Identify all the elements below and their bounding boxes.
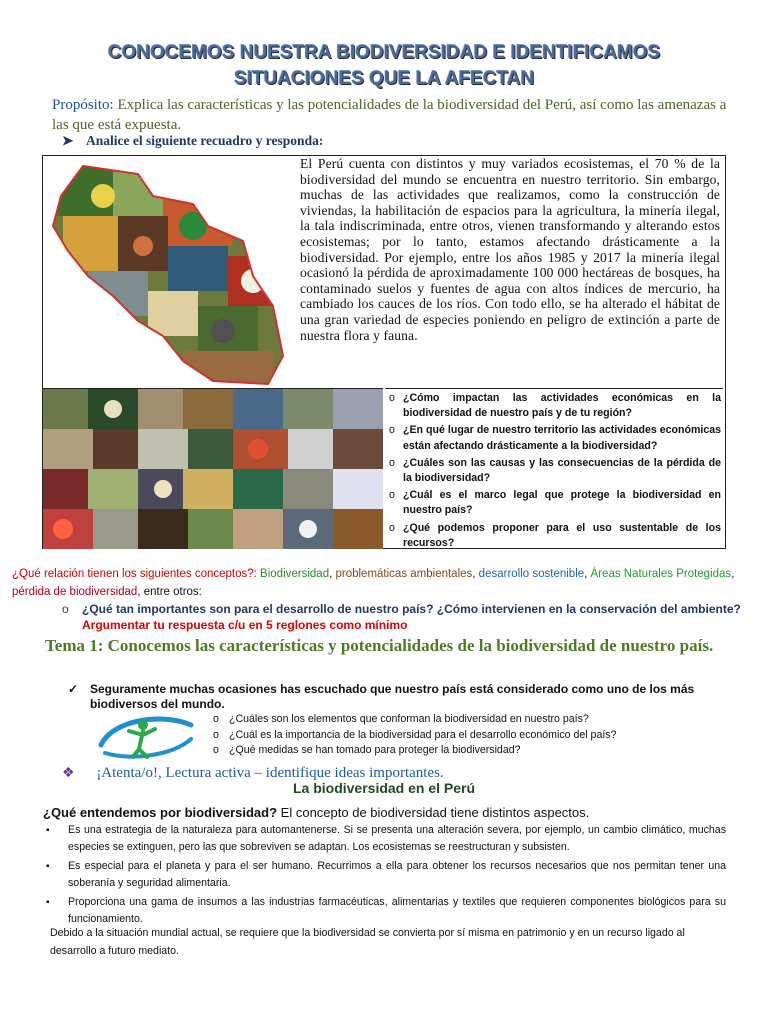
figure-question: o ¿Cuál es el marco legal que protege la biodiversidad en nuestro país? [389, 488, 721, 518]
concepts-tail: entre otros: [143, 586, 202, 598]
definition-question: ¿Qué entendemos por biodiversidad? [43, 805, 278, 820]
reading-title: La biodiversidad en el Perú [292, 780, 476, 796]
concept-areas: Áreas Naturales Protegidas [590, 568, 732, 580]
figure-question: o ¿Qué podemos proponer para el uso sustentable de los recursos? [389, 521, 721, 551]
tema-heading: Tema 1: Conocemos las características y potencialidades de la biodiversidad de nuestro país. [45, 636, 714, 655]
instruction-line [62, 133, 323, 149]
definition-answer: El concepto de biodiversidad tiene distintos aspectos. [280, 805, 590, 820]
title-line-1: CONOCEMOS NUESTRA BIODIVERSIDAD E IDENTIFICAMOS [107, 42, 661, 63]
subquestion-item: o ¿Qué medidas se han tomado para proteger la biodiversidad? [213, 743, 733, 759]
biodiversity-subquestions [213, 712, 733, 759]
concept-problematicas: problemáticas ambientales [335, 568, 473, 580]
check-statement [68, 682, 728, 712]
figure-question: o ¿Cuáles son las causas y las consecuencias de la pérdida de la biodiversidad? [389, 456, 721, 486]
purpose-label: Propósito: [52, 97, 114, 113]
biodiversity-figure [42, 155, 726, 549]
subquestion-item: o ¿Cuáles son los elementos que conforman la biodiversidad en nuestro país? [213, 712, 733, 728]
importance-note: Argumentar tu respuesta c/u en 5 reglones como mínimo [82, 618, 408, 632]
check-icon: ✓ [68, 682, 79, 696]
info-paragraph: El Perú cuenta con distintos y muy variados ecosistemas, el 70 % de la biodiversidad del mundo se encuentra en nuestro territorio. Sin embargo, muchas de las actividades que realizamos, como la construcción de viviendas, la habilitación de espacios para la agricultura, la minería ilegal, la tala indiscriminada, entre otros, vienen transformando y alterando estos ecosistemas; por lo tanto, estamos afectando drásticamente a la biodiversidad. Por ejemplo, entre los años 1985 y 2017 la minería ilegal ocasionó la pérdida de aproximadamente 100 000 hectáreas de bosques, ha contaminado suelos y fuentes de agua con altos índices de mercurio, ha cambiado los cauces de los ríos. Con todo ello, se ha alterado el hábitat de una gran variedad de especies poniendo en peligro de extinción a parte de nuestra flora y fauna. [300, 156, 720, 343]
concept-perdida: pérdida de biodiversidad [12, 586, 138, 598]
instruction-text: Analice el siguiente recuadro y responda: [85, 133, 324, 148]
biodiversity-logo [93, 711, 198, 763]
wildlife-photo-collage [43, 388, 383, 549]
importance-question [62, 601, 762, 633]
figure-question: o ¿Cómo impactan las actividades económicas en la biodiversidad de nuestro país y de tu región? [389, 391, 721, 421]
importance-text: ¿Qué tan importantes son para el desarrollo de nuestro país? ¿Cómo intervienen en la conservación del ambiente? [82, 602, 741, 616]
arrow-bullet-icon: ➤ [62, 133, 74, 148]
purpose-text: Explica las características y las potencialidades de la biodiversidad del Perú, así como las amenazas a las que está expuesta. [52, 97, 727, 133]
definition-bullets [46, 822, 726, 930]
closing-paragraph: Debido a la situación mundial actual, se requiere que la biodiversidad se convierta por sí misma en patrimonio y en un recurso ligado al desarrollo a futuro mediato. [50, 927, 685, 957]
figure-question: o ¿En qué lugar de nuestro territorio las actividades económicas están afectando drásticamente a la biodiversidad? [389, 423, 721, 453]
bullet-item: ▪ Es una estrategia de la naturaleza para automantenerse. Si se presenta una alteración severa, por ejemplo, un cambio climático, muchas especies se extinguen, pero las que sobreviven se adaptan. Los ecosistemas se reestructuran y subsisten. [46, 822, 726, 856]
concept-biodiversidad: Biodiversidad [260, 568, 330, 580]
concepts-question: ¿Qué relación tienen los siguientes conceptos?: Biodiversidad, problemáticas ambientales, desarrollo sostenible, Áreas Naturales Protegidas, pérdida de biodiversidad, entre otros: [12, 568, 735, 598]
subquestion-item: o ¿Cuál es la importancia de la biodiversidad para el desarrollo económico del país? [213, 728, 733, 744]
wildlife-collage-illustration [43, 389, 383, 549]
figure-questions [385, 388, 723, 549]
concepts-prompt: ¿Qué relación tienen los siguientes conceptos?: [12, 568, 257, 580]
check-text: Seguramente muchas ocasiones has escuchado que nuestro país está considerado como uno de los más biodiversos del mundo. [90, 682, 695, 711]
concept-desarrollo: desarrollo sostenible [478, 568, 585, 580]
title-line-2: SITUACIONES QUE LA AFECTAN [233, 68, 535, 89]
peru-map-illustration [43, 156, 293, 388]
page-title [0, 40, 768, 92]
circle-bullet-icon: o [62, 602, 69, 616]
purpose-paragraph [52, 95, 732, 135]
definition-line [43, 805, 743, 820]
bullet-item: ▪ Proporciona una gama de insumos a las industrias farmacéuticas, alimentarias y textiles que requieren componentes biológicos para su funcionamiento. [46, 894, 726, 928]
peru-map-collage [43, 156, 293, 388]
active-reading-text: ¡Atenta/o!, Lectura activa – identifique ideas importantes. [96, 765, 444, 781]
bullet-item: ▪ Es especial para el planeta y para el ser humano. Recurrimos a ella para obtener los recursos necesarios que nos permitan tener una soberanía y seguridad alimentaria. [46, 858, 726, 892]
diamond-bullet-icon: ❖ [62, 766, 75, 781]
